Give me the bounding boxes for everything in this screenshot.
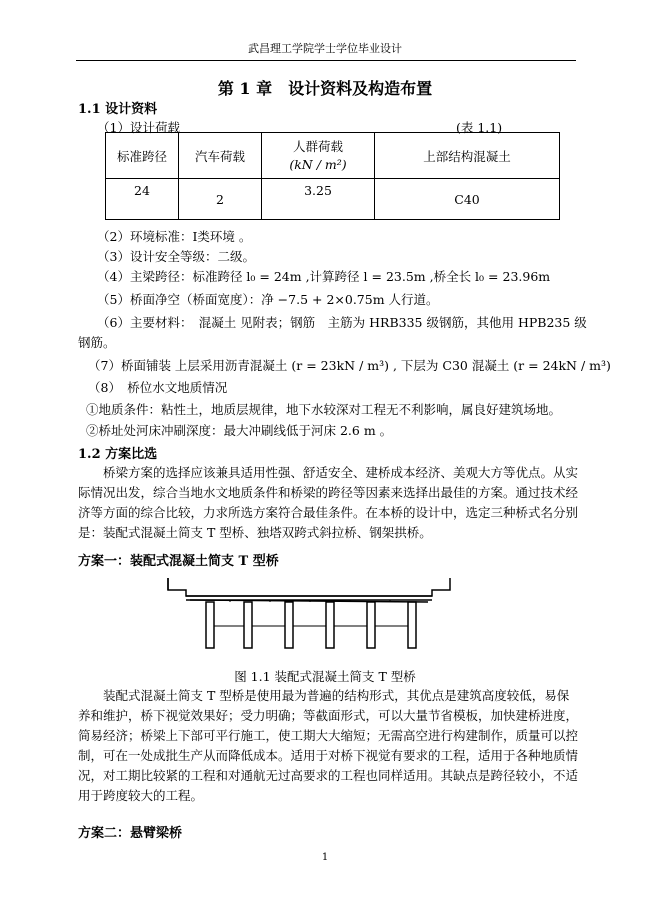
figure-caption: 图 1.1 装配式混凝土简支 T 型桥 [234, 669, 416, 684]
table-header-cell: 汽车荷载 [179, 133, 262, 179]
item-1-label: （1）设计荷载 [97, 120, 180, 135]
table-cell: 2 [179, 179, 262, 220]
header-rule [76, 60, 576, 61]
page-header: 武昌理工学院学士学位毕业设计 [248, 42, 402, 55]
table-header-cell [262, 133, 375, 179]
t-beam-webs [206, 602, 416, 648]
item-7: （7）桥面铺装 上层采用沥青混凝土 (r = 23kN / m³) , 下层为 C30 混凝土 (r = 24kN / m³) [88, 358, 611, 373]
item-4: （4）主梁跨径：标准跨径 l₀ = 24m ,计算跨径 l = 23.5m ,桥全长 l₀ = 23.96m [97, 269, 551, 284]
item-2: （2）环境标准：Ⅰ类环境 。 [97, 229, 252, 244]
t-beam-bridge-figure [160, 576, 460, 656]
bridge-deck-outline [168, 578, 450, 596]
item-6-line2: 钢筋。 [78, 335, 116, 350]
table-cell: 24 [106, 179, 179, 220]
item-8: （8） 桥位水文地质情况 [88, 380, 228, 395]
section-heading-1-2: 1.2 方案比选 [78, 447, 158, 462]
scheme-2-title: 方案二：悬臂梁桥 [78, 826, 183, 841]
item-6-line1: （6）主要材料： 混凝土 见附表；钢筋 主筋为 HRB335 级钢筋，其他用 HPB235 级 [97, 315, 587, 330]
scheme-1-paragraph: 装配式混凝土简支 T 型桥是使用最为普遍的结构形式，其优点是建筑高度较低，易保养和维护，桥下视觉效果好；受力明确；等截面形式，可以大量节省模板，加快建桥进度，简易经济；桥梁上下部可平行施工，使工期大大缩短；无需高空进行构建制作，质量可以控制，可在一处成批生产从而降低成本。适用于对桥下视觉有要求的工程，适用于各种地质情况，对工期比较紧的工程和对通航无过高要求的工程也同样适用。其缺点是跨径较小，不适用于跨度较大的工程。 [78, 688, 579, 803]
chapter-title: 第 1 章 设计资料及构造布置 [217, 79, 433, 98]
table-cell: 3.25 [262, 179, 375, 220]
item-5: （5）桥面净空（桥面宽度）：净 −7.5 + 2×0.75m 人行道。 [97, 292, 439, 307]
table-header-cell: 标准跨径 [106, 133, 179, 179]
section-heading-1-1: 1.1 设计资料 [78, 102, 158, 117]
design-load-table [105, 132, 560, 220]
table-ref: (表 1.1) [456, 120, 503, 135]
crowd-load-unit: (kN / m²) [289, 156, 347, 172]
table-header-cell: 上部结构混凝土 [375, 133, 560, 179]
item-8-1: ①地质条件：粘性土，地质层规律，地下水较深对工程无不利影响，属良好建筑场地。 [86, 402, 562, 417]
crowd-load-label: 人群荷载 [292, 138, 343, 154]
scheme-intro-paragraph: 桥梁方案的选择应该兼具适用性强、舒适安全、建桥成本经济、美观大方等优点。从实际情况出发，综合当地水文地质条件和桥梁的跨径等因素来选择出最佳的方案。通过技术经济等方面的综合比较，力求所选方案符合最佳条件。在本桥的设计中，选定三种桥式名分别是：装配式混凝土简支 T 型桥、独塔双跨式斜拉桥、钢架拱桥。 [78, 465, 579, 540]
item-8-2: ②桥址处河床冲刷深度：最大冲刷线低于河床 2.6 m 。 [86, 423, 393, 438]
scheme-1-title: 方案一：装配式混凝土简支 T 型桥 [78, 554, 279, 569]
page-number: 1 [321, 852, 329, 863]
item-3: （3）设计安全等级：二级。 [97, 249, 255, 264]
table-cell: C40 [375, 179, 560, 220]
